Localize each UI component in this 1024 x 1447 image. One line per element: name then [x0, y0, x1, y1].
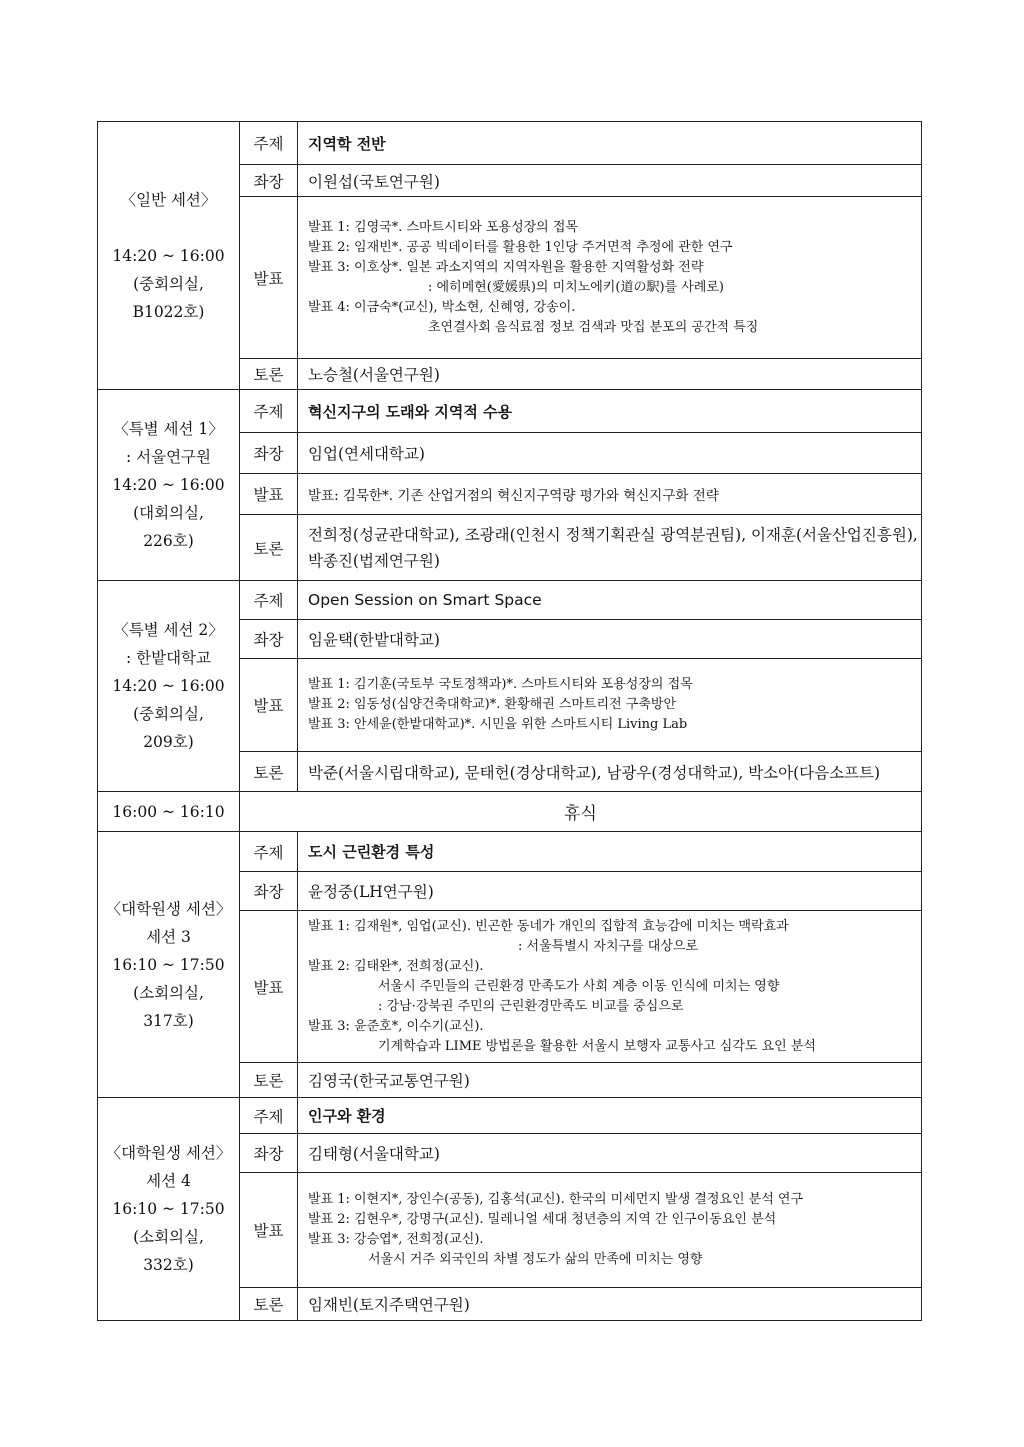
break-time: 16:00 ~ 16:10	[98, 792, 240, 832]
presentation-line: : 강남·강북권 주민의 근린환경만족도 비교를 중심으로	[378, 998, 684, 1014]
presentation-line: 서울시 주민들의 근린환경 만족도가 사회 계층 이동 인식에 미치는 영향	[378, 978, 780, 994]
session-2-time: 14:20 ~ 16:00	[112, 476, 225, 494]
presentation-line: 발표 1: 김영국*. 스마트시티와 포용성장의 접목	[308, 219, 578, 235]
session-4-presentations	[298, 911, 922, 1063]
session-4-discussion: 김영국(한국교통연구원)	[298, 1063, 922, 1098]
session-2-topic: 혁신지구의 도래와 지역적 수용	[298, 390, 922, 433]
chair-label: 좌장	[240, 165, 298, 197]
presentation-label: 발표	[240, 659, 298, 752]
presentation-label: 발표	[240, 1173, 298, 1288]
session-5-name: 〈대학원생 세션〉	[105, 1144, 232, 1162]
session-4-topic: 도시 근린환경 특성	[298, 832, 922, 872]
session-3-presentations	[298, 659, 922, 752]
presentation-line: 기계학습과 LIME 방법론을 활용한 서울시 보행자 교통사고 심각도 요인 분석	[378, 1038, 816, 1054]
discussion-label: 토론	[240, 752, 298, 792]
break-label: 휴식	[240, 792, 922, 832]
presentation-line: 발표 1: 이현지*, 장인수(공동), 김홍석(교신). 한국의 미세먼지 발생 결정요인 분석 연구	[308, 1192, 804, 1207]
topic-label: 주제	[240, 581, 298, 620]
discussion-label: 토론	[240, 359, 298, 390]
presentation-label: 발표	[240, 911, 298, 1063]
session-5-topic: 인구와 환경	[298, 1098, 922, 1134]
session-1-name: 〈일반 세션〉	[120, 190, 217, 209]
session-5-room: (소회의실,	[133, 1228, 204, 1246]
session-4-name: 〈대학원생 세션〉	[105, 899, 232, 918]
presentation-line: 발표 2: 김태완*, 전희정(교신).	[308, 958, 484, 974]
break-row	[98, 792, 922, 832]
session-1-chair: 이원섭(국토연구원)	[298, 165, 922, 197]
session-4-room-number: 317호)	[143, 1011, 194, 1030]
presentation-line: 발표 3: 안세윤(한밭대학교)*. 시민을 위한 스마트시티 Living Lab	[308, 717, 688, 732]
topic-label: 주제	[240, 1098, 298, 1134]
session-3-host: : 한밭대학교	[125, 649, 211, 667]
presentation-line: 발표 3: 이호상*. 일본 과소지역의 지역자원을 활용한 지역활성화 전략	[308, 259, 704, 275]
session-2-discussion: 전희정(성균관대학교), 조광래(인천시 정책기획관실 광역분권팀), 이재훈(서울산업진흥원), 박종진(법제연구원)	[298, 515, 922, 581]
session-1-presentations	[298, 197, 922, 359]
session-4-number: 세션 3	[146, 927, 191, 946]
topic-label: 주제	[240, 390, 298, 433]
session-4-info	[98, 832, 240, 1098]
presentation-line: : 에히메현(愛媛県)의 미치노에키(道の駅)를 사례로)	[428, 279, 724, 295]
session-2-room: (대회의실,	[133, 504, 204, 522]
presentation-line: : 서울특별시 자치구를 대상으로	[518, 938, 699, 954]
session-2-presentation: 발표: 김묵한*. 기존 산업거점의 혁신지구역량 평가와 혁신지구화 전략	[298, 474, 922, 515]
session-2-name: 〈특별 세션 1〉	[113, 420, 224, 438]
presentation-line: 발표 4: 이금숙*(교신), 박소현, 신혜영, 강송이.	[308, 299, 576, 315]
chair-label: 좌장	[240, 872, 298, 911]
session-5-room-number: 332호)	[143, 1256, 194, 1274]
session-3-topic: Open Session on Smart Space	[298, 581, 922, 620]
presentation-line: 발표 1: 김재원*, 임업(교신). 빈곤한 동네가 개인의 집합적 효능감에 미치는 맥락효과	[308, 918, 789, 934]
session-5-info	[98, 1098, 240, 1321]
session-2-chair: 임업(연세대학교)	[298, 433, 922, 474]
session-5-presentations	[298, 1173, 922, 1288]
session-3-room: (중회의실,	[133, 705, 204, 723]
presentation-line: 초연결사회 음식료점 정보 검색과 맛집 분포의 공간적 특징	[428, 319, 759, 335]
session-4-time: 16:10 ~ 17:50	[112, 955, 225, 974]
presentation-line: 발표 3: 강승엽*, 전희정(교신).	[308, 1232, 484, 1247]
presentation-label: 발표	[240, 197, 298, 359]
discussion-label: 토론	[240, 1288, 298, 1321]
discussion-label: 토론	[240, 515, 298, 581]
session-2-info	[98, 390, 240, 581]
session-1-topic-row	[98, 122, 922, 165]
session-1-room: (중회의실,	[133, 274, 204, 293]
presentation-line: 발표 2: 임동성(심양건축대학교)*. 환황해권 스마트리전 구축방안	[308, 697, 677, 712]
session-2-host: : 서울연구원	[125, 448, 211, 466]
presentation-line: 발표 1: 김기훈(국토부 국토정책과)*. 스마트시티와 포용성장의 접목	[308, 677, 693, 692]
session-1-info	[98, 122, 240, 390]
chair-label: 좌장	[240, 620, 298, 659]
session-1-room-number: B1022호)	[132, 302, 205, 321]
session-3-chair: 임윤택(한밭대학교)	[298, 620, 922, 659]
session-1-topic: 지역학 전반	[298, 122, 922, 165]
topic-label: 주제	[240, 832, 298, 872]
presentation-line: 서울시 거주 외국인의 차별 정도가 삶의 만족에 미치는 영향	[368, 1252, 703, 1267]
session-3-room-number: 209호)	[143, 733, 194, 751]
session-4-chair: 윤정중(LH연구원)	[298, 872, 922, 911]
session-5-chair: 김태형(서울대학교)	[298, 1134, 922, 1173]
presentation-label: 발표	[240, 474, 298, 515]
presentation-line: 발표 2: 임재빈*. 공공 빅데이터를 활용한 1인당 주거면적 추정에 관한 연구	[308, 239, 733, 255]
presentation-line: 발표 3: 윤준호*, 이수기(교신).	[308, 1018, 484, 1034]
session-2-room-number: 226호)	[143, 532, 194, 550]
session-4-room: (소회의실,	[133, 983, 204, 1002]
session-3-time: 14:20 ~ 16:00	[112, 677, 225, 695]
session-1-discussion: 노승철(서울연구원)	[298, 359, 922, 390]
session-5-number: 세션 4	[146, 1172, 191, 1190]
chair-label: 좌장	[240, 433, 298, 474]
chair-label: 좌장	[240, 1134, 298, 1173]
schedule-table	[97, 121, 922, 1321]
session-1-time: 14:20 ~ 16:00	[112, 246, 225, 265]
session-3-discussion: 박준(서울시립대학교), 문태헌(경상대학교), 남광우(경성대학교), 박소아(다음소프트)	[298, 752, 922, 792]
presentation-line: 발표 2: 김현우*, 강명구(교신). 밀레니얼 세대 청년층의 지역 간 인구이동요인 분석	[308, 1212, 777, 1227]
topic-label: 주제	[240, 122, 298, 165]
session-3-info	[98, 581, 240, 792]
session-5-discussion: 임재빈(토지주택연구원)	[298, 1288, 922, 1321]
session-5-time: 16:10 ~ 17:50	[112, 1200, 225, 1218]
session-3-name: 〈특별 세션 2〉	[113, 621, 224, 639]
discussion-label: 토론	[240, 1063, 298, 1098]
